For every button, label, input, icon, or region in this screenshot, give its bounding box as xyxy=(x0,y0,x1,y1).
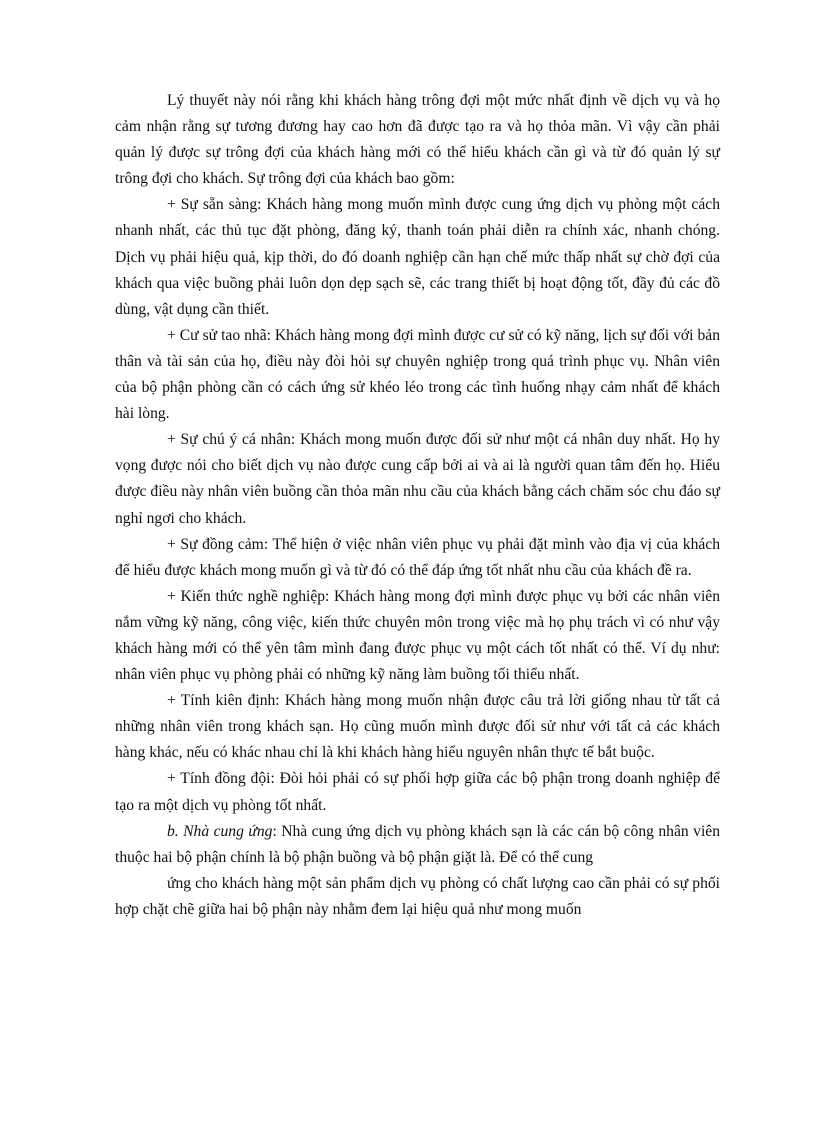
personal-attention-paragraph: + Sự chú ý cá nhân: Khách mong muốn được đối sử như một cá nhân duy nhất. Họ hy vọng được nói cho biết dịch vụ nào được cung cấp bởi ai và ai là người quan tâm đến họ. Hiểu được điều này nhân viên buồng cần thỏa mãn nhu cầu của khách bằng cách chăm sóc chu đáo sự nghỉ ngơi cho khách. xyxy=(115,431,720,527)
closing-paragraph: ứng cho khách hàng một sản phẩm dịch vụ phòng có chất lượng cao cần phải có sự phối hợp chặt chẽ giữa hai bộ phận này nhằm đem lại hiệu quả như mong muốn xyxy=(115,874,720,918)
intro-paragraph: Lý thuyết này nói rằng khi khách hàng trông đợi một mức nhất định về dịch vụ và họ cảm nhận rằng sự tương đương hay cao hơn đã được tạo ra và họ thỏa mãn. Vì vậy cần phải quản lý được sự trông đợi của khách hàng mới có thể hiểu khách cần gì và từ đó quản lý sự trông đợi cho khách. Sự trông đợi của khách bao gồm: xyxy=(115,92,720,188)
empathy-paragraph: + Sự đồng cảm: Thể hiện ở việc nhân viên phục vụ phải đặt mình vào địa vị của khách để hiểu được khách mong muốn gì và từ đó có thể đáp ứng tốt nhất nhu cầu của khách đề ra. xyxy=(115,535,720,579)
supplier-label: b. Nhà cung ứng xyxy=(167,822,273,840)
professional-knowledge-paragraph: + Kiến thức nghề nghiệp: Khách hàng mong đợi mình được phục vụ bởi các nhân viên nắm vững kỹ năng, công việc, kiến thức chuyên môn trong việc mà họ phụ trách vì có như vậy khách hàng mới có thể yên tâm mình đang được phục vụ một cách tốt nhất có thể. Ví dụ như: nhân viên phục vụ phòng phải có những kỹ năng làm buồng tối thiểu nhất. xyxy=(115,587,720,684)
consistency-paragraph: + Tính kiên định: Khách hàng mong muốn nhận được câu trả lời giống nhau từ tất cả những nhân viên trong khách sạn. Họ cũng muốn mình được đối sử như với tất cả các khách hàng khác, nếu có khác nhau chỉ là khi khách hàng hiểu nguyên nhân thực tế bắt buộc. xyxy=(115,692,720,762)
supplier-text: : Nhà cung ứng dịch vụ phòng khách sạn là các cán bộ công nhân viên thuộc hai bộ phận chính là bộ phận buồng và bộ phận giặt là. Để có thể cung xyxy=(115,822,720,866)
courtesy-paragraph: + Cư sử tao nhã: Khách hàng mong đợi mình được cư sử có kỹ năng, lịch sự đối với bản thân và tài sản của họ, điều này đòi hỏi sự chuyên nghiệp trong quá trình phục vụ. Nhân viên của bộ phận phòng cần có cách ứng sử khéo léo trong các tình huống nhạy cảm nhất để khách hài lòng. xyxy=(115,326,720,423)
readiness-paragraph: + Sự sẵn sàng: Khách hàng mong muốn mình được cung ứng dịch vụ phòng một cách nhanh nhất, các thủ tục đặt phòng, đăng ký, thanh toán phải diễn ra chính xác, nhanh chóng. Dịch vụ phải hiệu quả, kịp thời, do đó doanh nghiệp cần hạn chế mức thấp nhất sự chờ đợi của khách qua việc buồng phải luôn dọn dẹp sạch sẽ, các trang thiết bị hoạt động tốt, đầy đủ các đồ dùng, vật dụng cần thiết. xyxy=(115,196,720,318)
teamwork-paragraph: + Tính đồng đội: Đòi hỏi phải có sự phối hợp giữa các bộ phận trong doanh nghiệp để tạo ra một dịch vụ phòng tốt nhất. xyxy=(115,770,720,814)
supplier-paragraph xyxy=(115,819,720,871)
document-page xyxy=(115,88,720,923)
